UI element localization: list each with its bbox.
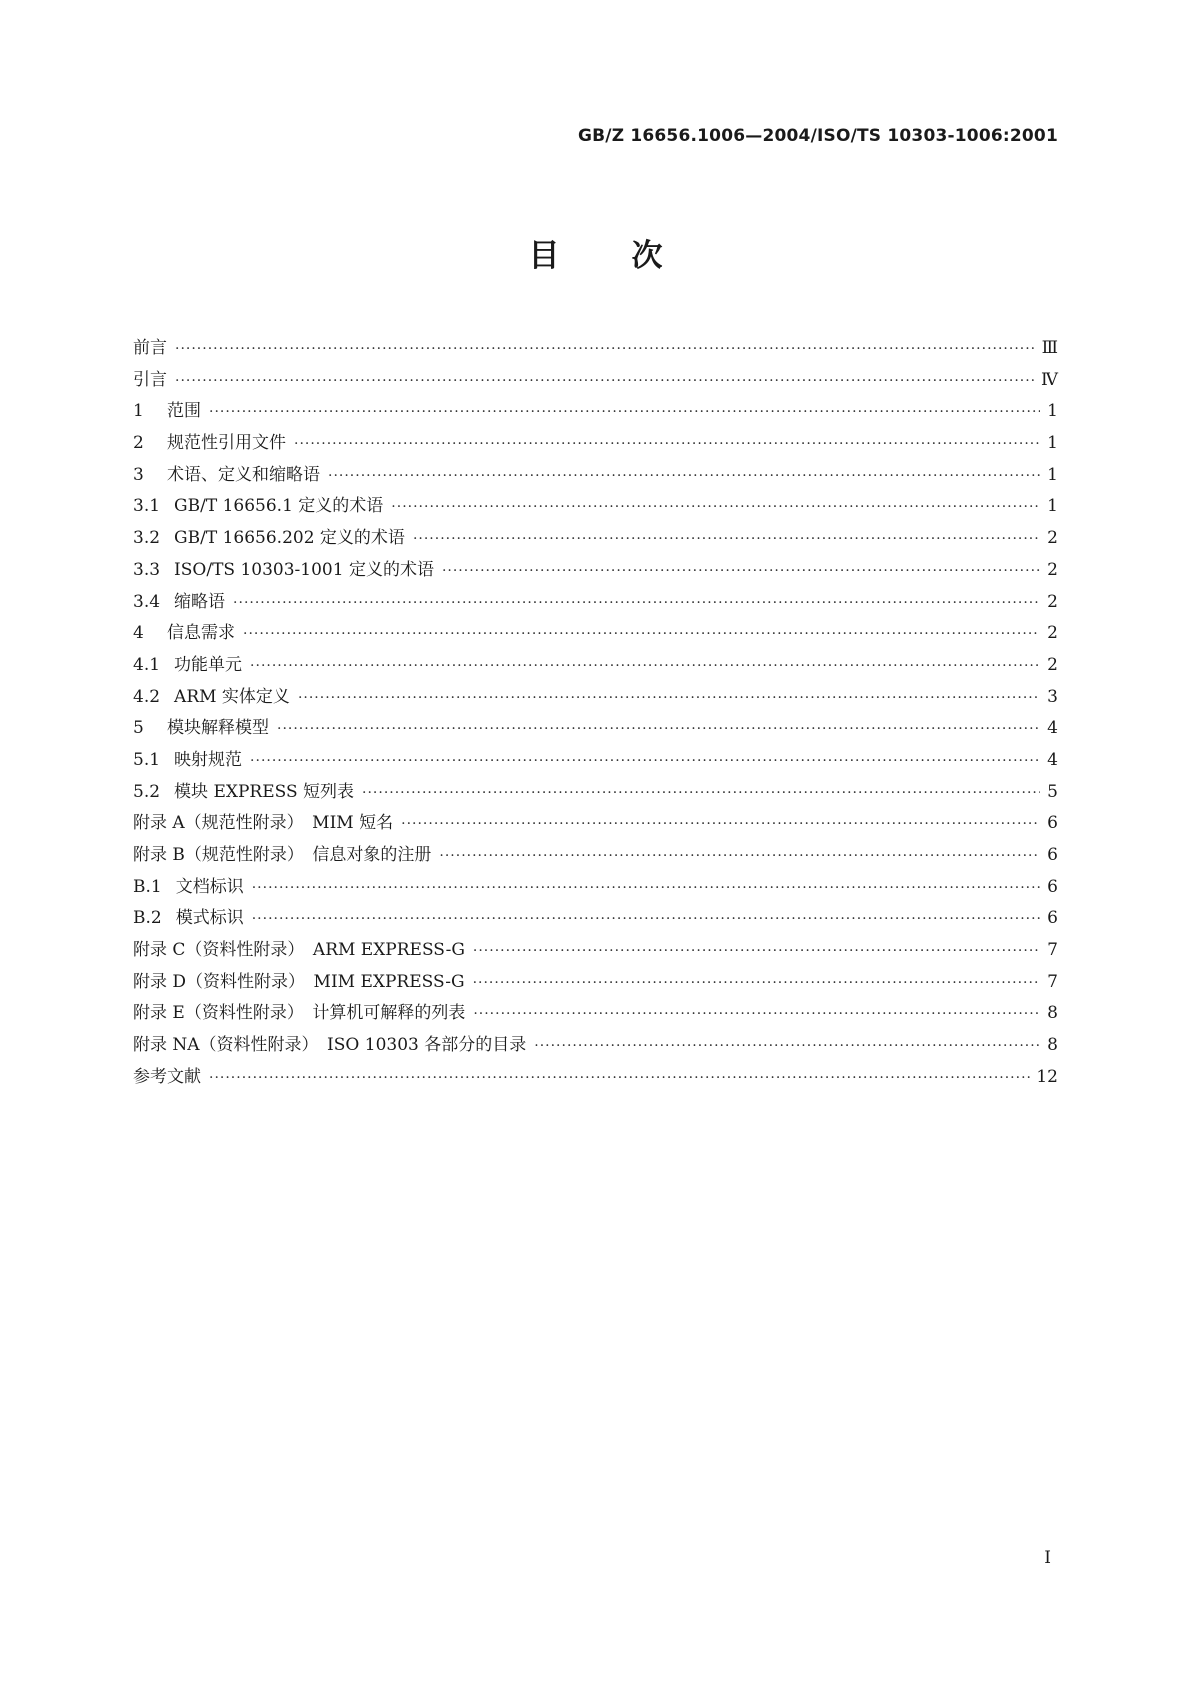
page-title [0, 230, 1191, 275]
toc-entry[interactable] [133, 460, 1058, 492]
toc-entry-label: 附录 D（资料性附录） MIM EXPRESS-G [133, 971, 465, 992]
toc-entry-label: 引言 [133, 369, 167, 390]
toc-leader-dots [401, 816, 1040, 832]
toc-entry-label: 信息需求 [167, 623, 235, 644]
toc-leader-dots [328, 468, 1040, 484]
toc-entry-number: 3.1 [133, 496, 161, 517]
toc-entry-number: B.2 [133, 908, 162, 929]
toc-entry-label: 模式标识 [175, 908, 244, 929]
toc-entry-page: 2 [1047, 528, 1058, 549]
toc-leader-dots [413, 531, 1040, 547]
toc-leader-dots [439, 848, 1040, 864]
toc-entry-label: 映射规范 [174, 749, 243, 770]
toc-entry-number: 3.2 [133, 528, 161, 549]
toc-entry-page: 8 [1047, 1003, 1058, 1024]
toc-leader-dots [298, 690, 1040, 706]
toc-entry[interactable] [133, 428, 1058, 460]
toc-entry-page: 6 [1047, 876, 1058, 897]
toc-entry-label: 附录 NA（资料性附录） ISO 10303 各部分的目录 [133, 1035, 527, 1056]
toc-leader-dots [391, 499, 1040, 515]
toc-entry-label: 术语、定义和缩略语 [167, 464, 320, 485]
toc-entry-number: B.1 [133, 876, 162, 897]
toc-entry[interactable] [133, 650, 1058, 682]
toc-leader-dots [233, 595, 1040, 611]
toc-entry[interactable] [133, 713, 1058, 745]
toc-entry-number: 4.1 [133, 654, 161, 675]
toc-entry[interactable] [133, 333, 1058, 365]
toc-entry-page: 1 [1047, 496, 1058, 517]
footer-page-number: I [1044, 1548, 1051, 1568]
toc-leader-dots [362, 785, 1040, 801]
title-char-2: 次 [631, 238, 663, 274]
toc-leader-dots [243, 626, 1040, 642]
toc-entry-number: 5 [133, 718, 144, 739]
toc-entry-label: 规范性引用文件 [167, 433, 286, 454]
toc-entry[interactable] [133, 745, 1058, 777]
toc-leader-dots [277, 721, 1040, 737]
toc-leader-dots [250, 658, 1040, 674]
toc-entry-page: Ⅲ [1041, 338, 1058, 358]
toc-leader-dots [473, 943, 1040, 959]
toc-entry-label: 附录 A（规范性附录） MIM 短名 [133, 813, 394, 834]
toc-entry-number: 2 [133, 433, 144, 454]
toc-leader-dots [473, 1006, 1040, 1022]
toc-entry-page: 7 [1047, 940, 1058, 961]
toc-entry-page: 1 [1047, 433, 1058, 454]
toc-entry[interactable] [133, 840, 1058, 872]
toc-entry-page: 8 [1047, 1035, 1058, 1056]
toc-leader-dots [175, 341, 1036, 357]
toc-entry-page: 2 [1047, 591, 1058, 612]
title-char-1: 目 [528, 238, 560, 274]
toc-entry-page: 3 [1047, 686, 1058, 707]
toc-entry[interactable] [133, 777, 1058, 809]
toc-entry[interactable] [133, 555, 1058, 587]
toc-leader-dots [442, 563, 1040, 579]
toc-entry[interactable] [133, 491, 1058, 523]
toc-entry-label: GB/T 16656.1 定义的术语 [174, 496, 384, 517]
toc-entry-page: 4 [1047, 749, 1058, 770]
table-of-contents [133, 333, 1058, 1094]
toc-leader-dots [250, 753, 1040, 769]
toc-entry-number: 4.2 [133, 686, 161, 707]
toc-entry[interactable] [133, 967, 1058, 999]
toc-entry[interactable] [133, 396, 1058, 428]
toc-entry-page: 2 [1047, 654, 1058, 675]
toc-entry-number: 3.3 [133, 559, 161, 580]
toc-leader-dots [534, 1038, 1040, 1054]
toc-entry-label: ARM 实体定义 [174, 686, 290, 707]
toc-entry[interactable] [133, 618, 1058, 650]
toc-entry-label: 前言 [133, 338, 167, 358]
toc-leader-dots [252, 880, 1040, 896]
toc-entry[interactable] [133, 587, 1058, 619]
toc-entry-number: 4 [133, 623, 144, 644]
toc-entry[interactable] [133, 872, 1058, 904]
toc-entry-page: 7 [1047, 971, 1058, 992]
toc-entry-label: 文档标识 [175, 876, 244, 897]
toc-entry-label: ISO/TS 10303-1001 定义的术语 [174, 559, 434, 580]
toc-entry-label: 附录 C（资料性附录） ARM EXPRESS-G [133, 940, 465, 961]
toc-entry[interactable] [133, 935, 1058, 967]
toc-entry-page: Ⅳ [1041, 369, 1058, 390]
toc-leader-dots [252, 911, 1040, 927]
toc-entry-label: GB/T 16656.202 定义的术语 [174, 528, 405, 549]
toc-entry[interactable] [133, 365, 1058, 397]
toc-entry[interactable] [133, 903, 1058, 935]
toc-entry[interactable] [133, 1030, 1058, 1062]
toc-entry-label: 范围 [167, 401, 201, 422]
toc-entry[interactable] [133, 1062, 1058, 1094]
toc-entry-page: 6 [1047, 845, 1058, 865]
toc-entry-number: 3.4 [133, 591, 161, 612]
toc-entry-label: 附录 B（规范性附录） 信息对象的注册 [133, 845, 432, 865]
toc-entry[interactable] [133, 523, 1058, 555]
toc-entry-page: 2 [1047, 623, 1058, 644]
toc-entry-number: 3 [133, 464, 144, 485]
toc-entry-page: 2 [1047, 559, 1058, 580]
toc-entry-page: 1 [1047, 464, 1058, 485]
toc-entry-page: 4 [1047, 718, 1058, 739]
toc-entry-label: 功能单元 [174, 654, 243, 675]
toc-entry-number: 5.1 [133, 749, 161, 770]
toc-entry-page: 6 [1047, 908, 1058, 929]
toc-entry-label: 模块 EXPRESS 短列表 [174, 781, 355, 802]
toc-entry-number: 1 [133, 401, 144, 422]
toc-entry-label: 附录 E（资料性附录） 计算机可解释的列表 [133, 1003, 466, 1024]
toc-leader-dots [473, 975, 1040, 991]
toc-entry-label: 缩略语 [174, 591, 226, 612]
toc-entry[interactable] [133, 682, 1058, 714]
toc-entry[interactable] [133, 998, 1058, 1030]
toc-entry-number: 5.2 [133, 781, 161, 802]
standard-code: GB/Z 16656.1006—2004/ISO/TS 10303-1006:2001 [577, 126, 1058, 146]
toc-entry-page: 1 [1047, 401, 1058, 422]
toc-leader-dots [209, 404, 1040, 420]
toc-leader-dots [294, 436, 1040, 452]
toc-entry-label: 参考文献 [133, 1066, 201, 1087]
toc-leader-dots [209, 1070, 1030, 1086]
toc-leader-dots [175, 373, 1035, 389]
toc-entry-page: 12 [1036, 1066, 1058, 1087]
toc-entry-page: 5 [1047, 781, 1058, 802]
toc-entry[interactable] [133, 808, 1058, 840]
toc-entry-page: 6 [1047, 813, 1058, 834]
toc-entry-label: 模块解释模型 [167, 718, 269, 739]
